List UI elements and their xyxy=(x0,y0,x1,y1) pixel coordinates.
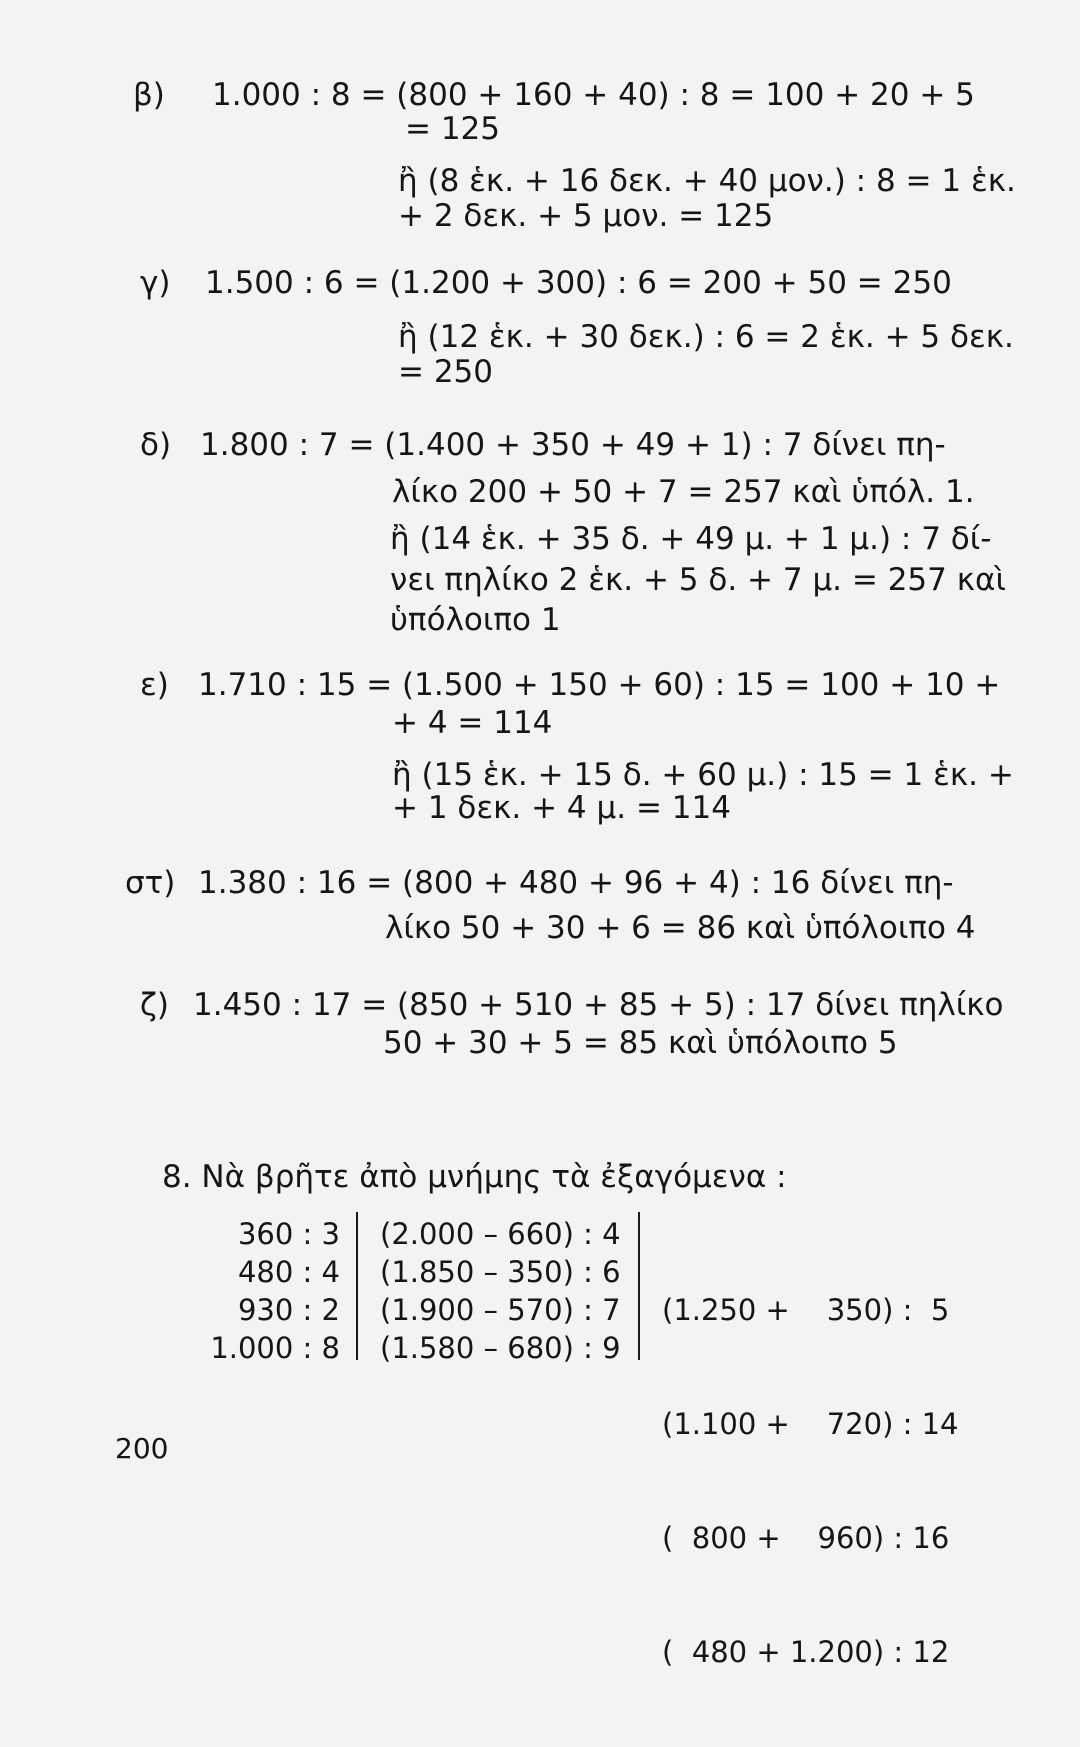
page-number: 200 xyxy=(115,1432,169,1465)
d-line-3: ἢ (14 ἑκ. + 35 δ. + 49 μ. + 1 μ.) : 7 δί- xyxy=(390,521,992,557)
label-b: β) xyxy=(133,77,165,113)
col2-item: (1.580 – 680) : 9 xyxy=(380,1331,621,1365)
label-e: ε) xyxy=(140,667,169,703)
label-c: γ) xyxy=(140,265,171,301)
b-line-1: 1.000 : 8 = (800 + 160 + 40) : 8 = 100 + 20 + 5 xyxy=(212,77,975,113)
col3-item: (1.100 + 720) : 14 xyxy=(662,1407,959,1441)
z-line-2: 50 + 30 + 5 = 85 καὶ ὑπόλοιπο 5 xyxy=(383,1025,898,1061)
col1-item: 1.000 : 8 xyxy=(210,1331,340,1365)
z-line-1: 1.450 : 17 = (850 + 510 + 85 + 5) : 17 δίνει πηλίκο xyxy=(193,987,1004,1023)
e-line-2: + 4 = 114 xyxy=(392,705,553,741)
d-line-2: λίκο 200 + 50 + 7 = 257 καὶ ὑπόλ. 1. xyxy=(392,474,975,510)
col2-item: (1.850 – 350) : 6 xyxy=(380,1255,621,1289)
label-z: ζ) xyxy=(140,987,169,1023)
col3-item: (1.250 + 350) : 5 xyxy=(662,1293,950,1327)
c-line-2: ἢ (12 ἑκ. + 30 δεκ.) : 6 = 2 ἑκ. + 5 δεκ. xyxy=(398,319,1014,355)
col1-item: 480 : 4 xyxy=(237,1255,340,1289)
e-line-4: + 1 δεκ. + 4 μ. = 114 xyxy=(392,790,731,826)
d-line-4: νει πηλίκο 2 ἑκ. + 5 δ. + 7 μ. = 257 καὶ xyxy=(390,562,1006,598)
c-line-3: = 250 xyxy=(398,354,493,390)
exercise-8-column-2 xyxy=(380,1215,621,1367)
exercise-8-title: 8. Νὰ βρῆτε ἀπὸ μνήμης τὰ ἐξαγόμενα : xyxy=(162,1159,787,1195)
exercise-8-column-3 xyxy=(662,1215,959,1747)
col2-item: (1.900 – 570) : 7 xyxy=(380,1293,621,1327)
col3-item: ( 800 + 960) : 16 xyxy=(662,1521,950,1555)
column-divider-2 xyxy=(638,1212,640,1360)
col3-item: ( 480 + 1.200) : 12 xyxy=(662,1635,950,1669)
exercise-8-column-1 xyxy=(200,1215,340,1367)
label-st: στ) xyxy=(125,865,176,901)
b-line-3: ἢ (8 ἑκ. + 16 δεκ. + 40 μον.) : 8 = 1 ἑκ. xyxy=(398,163,1016,199)
label-d: δ) xyxy=(140,427,172,463)
col1-item: 360 : 3 xyxy=(237,1217,340,1251)
b-line-2: = 125 xyxy=(405,111,500,147)
st-line-2: λίκο 50 + 30 + 6 = 86 καὶ ὑπόλοιπο 4 xyxy=(385,910,976,946)
e-line-1: 1.710 : 15 = (1.500 + 150 + 60) : 15 = 100 + 10 + xyxy=(198,667,1001,703)
b-line-4: + 2 δεκ. + 5 μον. = 125 xyxy=(398,198,774,234)
e-line-3: ἢ (15 ἑκ. + 15 δ. + 60 μ.) : 15 = 1 ἑκ. + xyxy=(392,757,1014,793)
c-line-1: 1.500 : 6 = (1.200 + 300) : 6 = 200 + 50 = 250 xyxy=(205,265,952,301)
column-divider-1 xyxy=(356,1212,358,1360)
col2-item: (2.000 – 660) : 4 xyxy=(380,1217,621,1251)
d-line-1: 1.800 : 7 = (1.400 + 350 + 49 + 1) : 7 δίνει πη- xyxy=(200,427,946,463)
d-line-5: ὑπόλοιπο 1 xyxy=(390,602,561,638)
col1-item: 930 : 2 xyxy=(237,1293,340,1327)
st-line-1: 1.380 : 16 = (800 + 480 + 96 + 4) : 16 δίνει πη- xyxy=(198,865,954,901)
